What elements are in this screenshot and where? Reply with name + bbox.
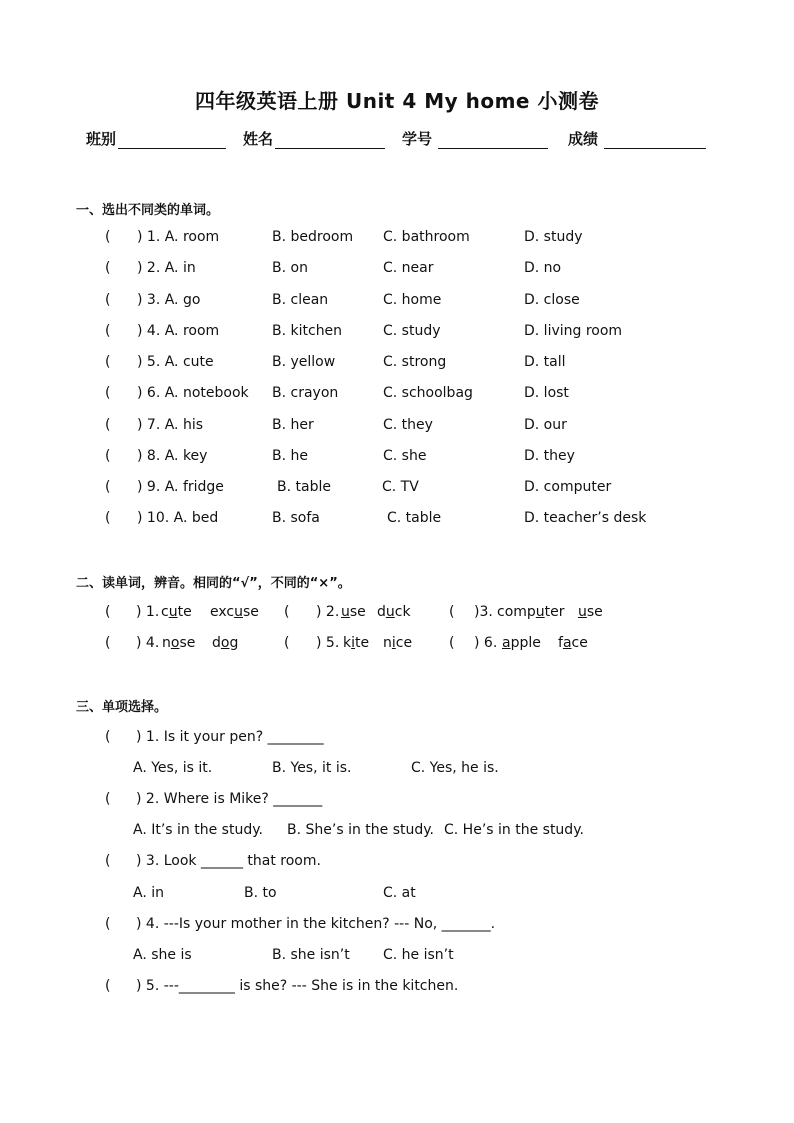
s2-word-6a: apple [502, 635, 541, 651]
s2-num-6: ) 6. [474, 635, 498, 651]
s3-q3-option-a[interactable]: A. in [133, 885, 164, 901]
s2-bracket-2[interactable]: ( [284, 604, 290, 620]
s1-q4-option-c: C. study [383, 323, 441, 339]
s1-bracket-6[interactable]: ( [105, 385, 111, 401]
s3-bracket-2[interactable]: ( [105, 791, 111, 807]
s1-q5-option-d: D. tall [524, 354, 566, 370]
s3-q2-option-b[interactable]: B. She’s in the study. [287, 822, 434, 838]
s3-q4-option-c[interactable]: C. he isn’t [383, 947, 454, 963]
s3-q3-option-b[interactable]: B. to [244, 885, 277, 901]
s1-q2-option-d: D. no [524, 260, 562, 276]
s1-q4-option-b: B. kitchen [272, 323, 343, 339]
s2-word-1a: cute [161, 604, 192, 620]
s1-q10-option-c: C. table [387, 510, 442, 526]
s2-num-2: ) 2. [316, 604, 340, 620]
score-field[interactable] [568, 128, 706, 149]
s3-q1-option-c[interactable]: C. Yes, he is. [411, 760, 499, 776]
s1-bracket-1[interactable]: ( [105, 229, 111, 245]
class-field[interactable] [86, 128, 226, 149]
s2-bracket-5[interactable]: ( [284, 635, 290, 651]
s2-word-1b: excuse [210, 604, 259, 620]
s3-bracket-5[interactable]: ( [105, 978, 111, 994]
s1-question-5: ) 5. A. cute [137, 354, 214, 370]
s3-q2-option-a[interactable]: A. It’s in the study. [133, 822, 263, 838]
s1-q7-option-d: D. our [524, 417, 567, 433]
name-label: 姓名 [243, 130, 274, 148]
student-id-field[interactable] [402, 128, 548, 149]
s1-question-9: ) 9. A. fridge [137, 479, 224, 495]
s1-bracket-8[interactable]: ( [105, 448, 111, 464]
s2-word-3a: computer [497, 604, 565, 620]
s1-q3-option-c: C. home [383, 292, 442, 308]
s2-num-3: )3. [474, 604, 493, 620]
s1-q10-option-d: D. teacher’s desk [524, 510, 647, 526]
s1-q6-option-c: C. schoolbag [383, 385, 473, 401]
s1-q10-option-b: B. sofa [272, 510, 320, 526]
s3-bracket-1[interactable]: ( [105, 729, 111, 745]
s2-word-3b: use [578, 604, 603, 620]
s1-q2-option-c: C. near [383, 260, 434, 276]
section-2-title: 二、读单词，辨音。相同的“√”，不同的“×”。 [76, 576, 351, 591]
s1-question-4: ) 4. A. room [137, 323, 220, 339]
name-field[interactable] [243, 128, 385, 149]
s3-question-5: ) 5. ---________ is she? --- She is in the kitchen. [136, 978, 459, 994]
s2-word-5b: nice [383, 635, 413, 651]
s1-q3-option-b: B. clean [272, 292, 329, 308]
class-label: 班别 [86, 130, 117, 148]
section-3-title: 三、单项选择。 [76, 700, 168, 715]
s2-word-6b: face [558, 635, 588, 651]
s1-question-1: ) 1. A. room [137, 229, 220, 245]
s1-q1-option-c: C. bathroom [383, 229, 470, 245]
s2-num-4: ) 4. [136, 635, 160, 651]
s3-q4-option-a[interactable]: A. she is [133, 947, 192, 963]
s2-bracket-3[interactable]: ( [449, 604, 455, 620]
s1-bracket-9[interactable]: ( [105, 479, 111, 495]
s1-q4-option-d: D. living room [524, 323, 623, 339]
s1-q1-option-d: D. study [524, 229, 583, 245]
s2-word-4b: dog [212, 635, 239, 651]
s1-bracket-4[interactable]: ( [105, 323, 111, 339]
s1-question-3: ) 3. A. go [137, 292, 201, 308]
s3-bracket-4[interactable]: ( [105, 916, 111, 932]
s1-bracket-10[interactable]: ( [105, 510, 111, 526]
student-id-label: 学号 [402, 130, 433, 148]
s3-bracket-3[interactable]: ( [105, 853, 111, 869]
s2-num-5: ) 5. [316, 635, 340, 651]
s1-bracket-2[interactable]: ( [105, 260, 111, 276]
score-blank[interactable] [604, 132, 706, 149]
s1-q5-option-b: B. yellow [272, 354, 336, 370]
class-blank[interactable] [118, 132, 226, 149]
section-1-title: 一、选出不同类的单词。 [76, 203, 220, 218]
s2-num-1: ) 1. [136, 604, 160, 620]
s1-question-2: ) 2. A. in [137, 260, 196, 276]
s3-q3-option-c[interactable]: C. at [383, 885, 416, 901]
s1-q9-option-b: B. table [277, 479, 331, 495]
s2-bracket-6[interactable]: ( [449, 635, 455, 651]
s2-word-2b: duck [377, 604, 411, 620]
s2-word-4a: nose [162, 635, 196, 651]
s3-question-1: ) 1. Is it your pen? ________ [136, 729, 324, 745]
s1-q7-option-b: B. her [272, 417, 314, 433]
s1-q5-option-c: C. strong [383, 354, 447, 370]
s3-q1-option-a[interactable]: A. Yes, is it. [133, 760, 213, 776]
s3-question-2: ) 2. Where is Mike? _______ [136, 791, 323, 807]
s1-question-7: ) 7. A. his [137, 417, 204, 433]
s1-q7-option-c: C. they [383, 417, 433, 433]
s1-q8-option-d: D. they [524, 448, 575, 464]
s1-q1-option-b: B. bedroom [272, 229, 354, 245]
s3-question-4: ) 4. ---Is your mother in the kitchen? --- No, _______. [136, 916, 496, 932]
s1-q8-option-c: C. she [383, 448, 427, 464]
s2-bracket-4[interactable]: ( [105, 635, 111, 651]
s1-q2-option-b: B. on [272, 260, 308, 276]
s1-bracket-5[interactable]: ( [105, 354, 111, 370]
student-id-blank[interactable] [438, 132, 548, 149]
s1-bracket-3[interactable]: ( [105, 292, 111, 308]
s3-q2-option-c[interactable]: C. He’s in the study. [444, 822, 584, 838]
s1-bracket-7[interactable]: ( [105, 417, 111, 433]
s3-question-3: ) 3. Look ______ that room. [136, 853, 321, 869]
s1-question-8: ) 8. A. key [137, 448, 208, 464]
s1-question-6: ) 6. A. notebook [137, 385, 249, 401]
s3-q1-option-b[interactable]: B. Yes, it is. [272, 760, 352, 776]
s1-q9-option-d: D. computer [524, 479, 612, 495]
name-blank[interactable] [275, 132, 385, 149]
s2-word-5a: kite [343, 635, 370, 651]
s1-q6-option-d: D. lost [524, 385, 569, 401]
s2-bracket-1[interactable]: ( [105, 604, 111, 620]
s1-q8-option-b: B. he [272, 448, 308, 464]
s1-q6-option-b: B. crayon [272, 385, 339, 401]
s1-question-10: ) 10. A. bed [137, 510, 219, 526]
s1-q3-option-d: D. close [524, 292, 580, 308]
page-title: 四年级英语上册 Unit 4 My home 小测卷 [195, 89, 599, 113]
s3-q4-option-b[interactable]: B. she isn’t [272, 947, 350, 963]
s1-q9-option-c: C. TV [382, 479, 419, 495]
score-label: 成绩 [568, 130, 599, 148]
s2-word-2a: use [341, 604, 366, 620]
